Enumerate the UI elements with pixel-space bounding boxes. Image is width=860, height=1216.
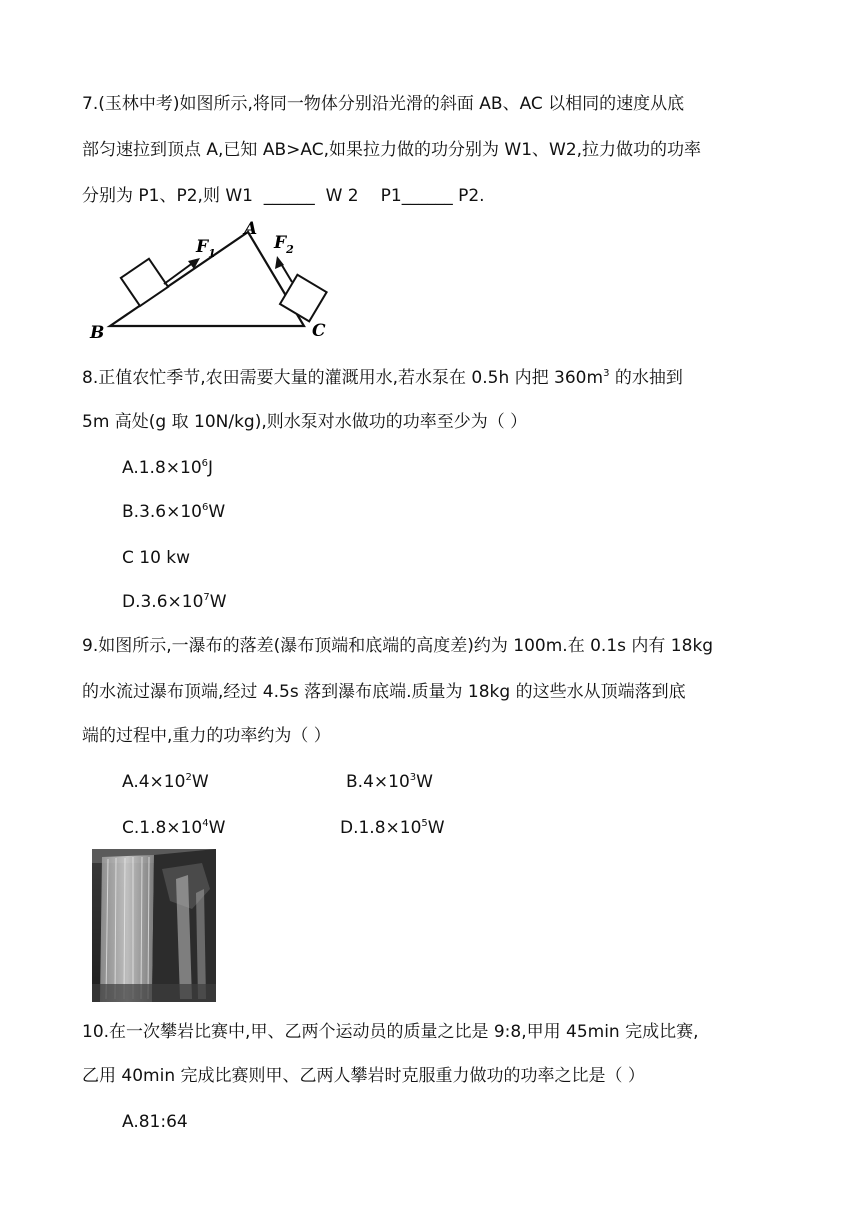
q10-line-2: 乙用 40min 完成比赛则甲、乙两人攀岩时克服重力做功的功率之比是（ ）	[82, 1066, 645, 1086]
q8-option-d-sup: 7	[203, 592, 210, 603]
q8-option-a-unit: J	[208, 458, 214, 478]
incline-diagram	[82, 218, 342, 340]
q7-line-3-p-part: P1______ P2.	[380, 186, 485, 206]
q9-option-a-sup: 2	[185, 772, 192, 783]
q9-line-2: 的水流过瀑布顶端,经过 4.5s 落到瀑布底端.质量为 18kg 的这些水从顶端落到底	[82, 682, 686, 702]
q9-option-b-text: B.4×10	[346, 772, 410, 792]
q8-line-1-end: 的水抽到	[609, 368, 683, 388]
q8-option-a-text: A.1.8×10	[122, 458, 202, 478]
q9-option-c-text: C.1.8×10	[122, 818, 203, 838]
q8-option-d-text: D.3.6×10	[122, 592, 204, 612]
q8-line-1	[82, 366, 683, 390]
q9-option-d[interactable]	[340, 816, 445, 840]
q9-option-a-unit: W	[191, 772, 209, 792]
q8-option-c[interactable]: C 10 kw	[122, 548, 191, 568]
q9-option-c-unit: W	[208, 818, 226, 838]
q10-line-1: 10.在一次攀岩比赛中,甲、乙两个运动员的质量之比是 9:8,甲用 45min 完成比赛,	[82, 1022, 699, 1042]
q8-option-a-sup: 6	[201, 458, 209, 469]
force-f1-arrowhead	[188, 258, 200, 269]
block-on-ab	[121, 259, 168, 306]
q8-line-1-sup: 3	[603, 368, 610, 379]
q7-line-3-w-part: 分别为 P1、P2,则 W1 ______ W 2	[82, 186, 359, 206]
q9-option-b-sup: 3	[409, 772, 417, 783]
label-f2: $F_2$	[274, 233, 294, 256]
q10-option-a[interactable]: A.81:64	[122, 1112, 188, 1132]
label-c: C	[312, 321, 326, 340]
q9-line-1: 9.如图所示,一瀑布的落差(瀑布顶端和底端的高度差)约为 100m.在 0.1s 内有 18kg	[82, 636, 714, 656]
waterfall-photo	[92, 849, 216, 1002]
q9-option-c-sup: 4	[202, 818, 209, 829]
q8-option-b-unit: W	[208, 502, 226, 522]
q7-line-3	[82, 184, 485, 208]
q9-option-b-unit: W	[416, 772, 433, 792]
q8-option-a[interactable]	[122, 456, 213, 480]
q8-option-b[interactable]	[122, 500, 225, 524]
q9-option-d-unit: W	[427, 818, 445, 838]
q8-option-d-unit: W	[209, 592, 227, 612]
label-f1: $F_1$	[196, 237, 216, 260]
q8-option-b-text: B.3.6×10	[122, 502, 202, 522]
q8-line-1-text: 8.正值农忙季节,农田需要大量的灌溉用水,若水泵在 0.5h 内把 360m	[82, 368, 604, 388]
q8-option-d[interactable]	[122, 590, 227, 614]
block-on-ac	[280, 275, 327, 322]
q9-option-a-text: A.4×10	[122, 772, 186, 792]
q9-line-3: 端的过程中,重力的功率约为（ ）	[82, 726, 331, 746]
q8-option-b-sup: 6	[201, 502, 209, 513]
label-a: A	[244, 219, 258, 239]
q7-line-1: 7.(玉林中考)如图所示,将同一物体分别沿光滑的斜面 AB、AC 以相同的速度从底	[82, 94, 685, 114]
q9-option-c[interactable]	[122, 816, 225, 840]
q9-option-b[interactable]	[346, 770, 433, 794]
q9-option-a[interactable]	[122, 770, 209, 794]
q7-line-2: 部匀速拉到顶点 A,已知 AB>AC,如果拉力做的功分别为 W1、W2,拉力做功的功率	[82, 140, 702, 160]
label-b: B	[90, 323, 105, 340]
q8-line-2: 5m 高处(g 取 10N/kg),则水泵对水做功的功率至少为（ ）	[82, 412, 528, 432]
q9-option-d-sup: 5	[421, 818, 428, 829]
q9-option-d-text: D.1.8×10	[340, 818, 422, 838]
